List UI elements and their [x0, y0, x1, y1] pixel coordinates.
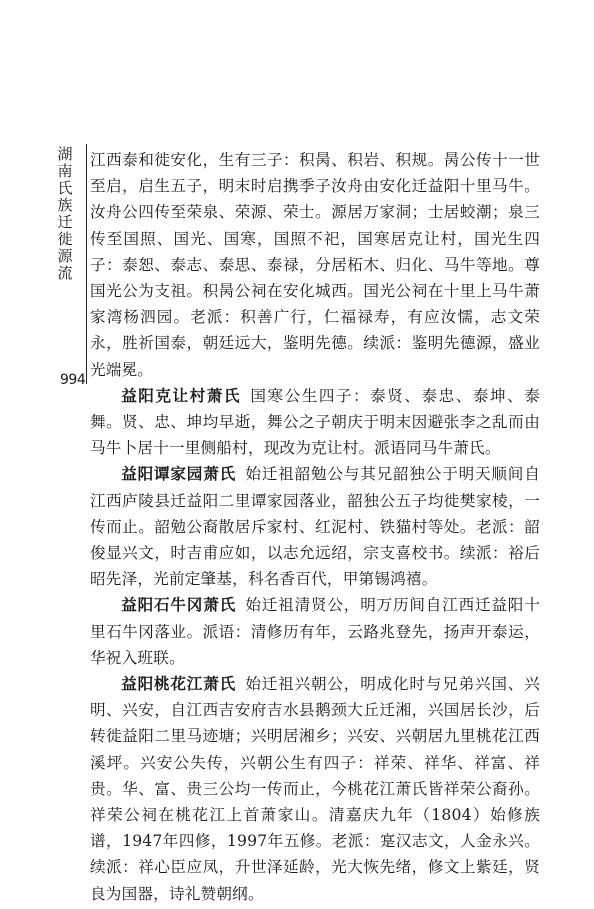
paragraph-shiniugang — [90, 592, 540, 671]
paragraph-text: 始迁祖兴朝公，明成化时与兄弟兴国、兴明、兴安，自江西吉安府吉水县鹅颈大丘迁湘，兴国居长沙，后转徙益阳二里马迹塘；兴明居湘乡；兴安、兴朝居九里桃花江西溪坪。兴安公失传，兴朝公生有四子：祥荣、祥华、祥富、祥贵。华、富、贵三公均一传而止，今桃花江萧氏皆祥荣公裔孙。祥荣公祠在桃花江上首萧家山。清嘉庆九年（1804）始修族谱，1947年四修，1997年五修。老派：寔汉志文，人金永兴。续派：祥心臣应凤，升世泽延龄，光大恢先绪，修文上紫廷，贤良为国器，诗礼赞朝纲。 — [90, 675, 541, 903]
section-heading: 益阳石牛冈萧氏 — [121, 595, 237, 615]
book-title: 湖南氏族迁徙源流 — [57, 145, 73, 282]
paragraph-tanjiayuan — [90, 461, 540, 592]
margin-divider — [86, 144, 87, 384]
paragraph-kerang-village — [90, 383, 540, 462]
paragraph-text: 始迁祖韶勉公与其兄韶独公于明天顺间自江西庐陵县迁益阳二里谭家园落业，韶独公五子均徙樊家棱，一传而止。韶勉公裔散居斥家村、红泥村、铁猫村等处。老派：韶俊显兴文，时吉甫应如，以志允远绍，宗支喜校书。续派：裕后昭先泽，光前定肇基，科名香百代，甲第锡鸿禧。 — [90, 465, 541, 589]
paragraph-text: 国寒公生四子：泰贤、泰忠、泰坤、泰舞。贤、忠、坤均早逝，舞公之子朝庆于明末因避张李之乱而由马牛卜居十一里侧船村，现改为克让村。派语同马牛萧氏。 — [90, 386, 540, 458]
paragraph-guoguang-branch — [90, 147, 540, 383]
section-heading: 益阳谭家园萧氏 — [121, 464, 237, 484]
body-text — [90, 147, 540, 907]
section-heading: 益阳桃花江萧氏 — [121, 674, 237, 694]
paragraph-text: 江西泰和徙安化，生有三子：积昺、积岩、积规。昺公传十一世至启，启生五子，明末时启携季子汝舟由安化迁益阳十里马牛。汝舟公四传至荣泉、荣源、荣士。源居万家洞；士居蛟潮；泉三传至国照、国光、国寒，国照不祀，国寒居克让村，国光生四子：泰恕、泰志、泰思、泰禄，分居柘木、归化、马牛等地。尊国光公为支祖。积昺公祠在安化城西。国光公祠在十里上马牛萧家湾杨泗园。老派：积善广行，仁福禄寿，有应汝懦，志文荣永，胜祈国泰，朝廷远大，鉴明先德。续派：鉴明先德源，盛业光端冕。 — [90, 151, 540, 379]
paragraph-taohuajiang — [90, 671, 540, 907]
paragraph-text: 始迁祖清贤公，明万历间自江西迁益阳十里石牛冈落业。派语：清修历有年，云路兆登先，扬声开泰运，华祝入班联。 — [90, 596, 541, 667]
section-heading: 益阳克让村萧氏 — [121, 385, 241, 405]
page-number: 994 — [60, 372, 86, 388]
